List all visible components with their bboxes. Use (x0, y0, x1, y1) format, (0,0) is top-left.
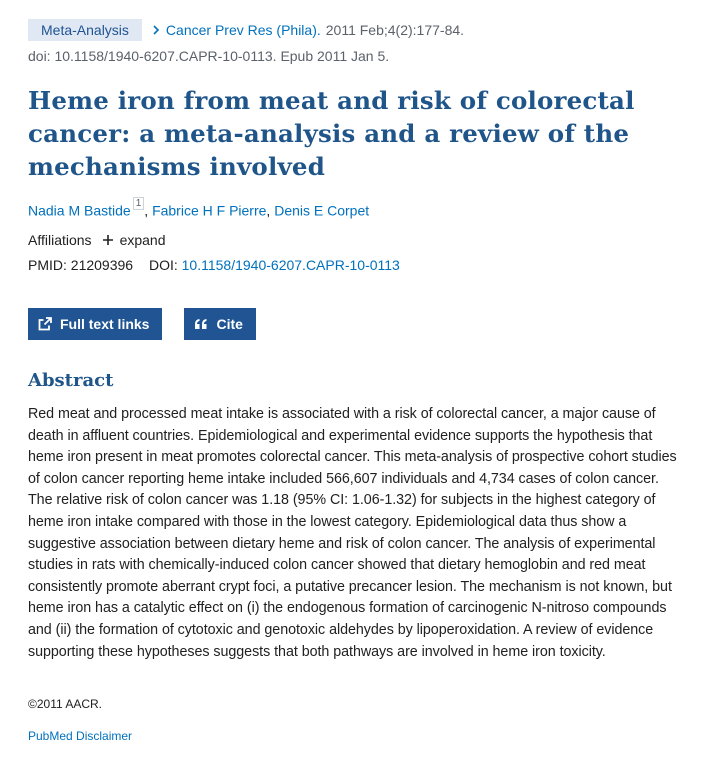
journal-link[interactable]: Cancer Prev Res (Phila). (165, 22, 321, 38)
article-title: Heme iron from meat and risk of colorectal cancer: a meta-analysis and a review of the mechanisms involved (28, 86, 635, 181)
author-link[interactable]: Fabrice H F Pierre (152, 202, 267, 219)
affiliation-marker[interactable]: 1 (133, 197, 145, 210)
full-text-links-label: Full text links (60, 316, 150, 332)
external-link-icon (38, 317, 52, 331)
cite-label: Cite (216, 316, 243, 332)
affiliations-toggle[interactable] (28, 230, 166, 250)
pmid-value: 21209396 (70, 257, 134, 273)
author-link[interactable]: Nadia M Bastide (28, 202, 131, 219)
identifiers (28, 255, 400, 275)
doi-link[interactable]: 10.1158/1940-6207.CAPR-10-0113 (181, 257, 400, 273)
abstract-heading: Abstract (28, 370, 114, 391)
pubmed-disclaimer-link[interactable]: PubMed Disclaimer (28, 729, 133, 743)
citation-header (28, 19, 464, 41)
authors-list: Nadia M Bastide $^1$ , Fabrice H F Pierre, Denis E Corpet (28, 198, 370, 219)
cite-button[interactable] (184, 308, 255, 340)
doi-label: DOI: (148, 257, 178, 273)
affiliations-label: Affiliations (28, 232, 92, 248)
doi-epub-line: doi: 10.1158/1940-6207.CAPR-10-0113. Epub 2011 Jan 5. (28, 48, 390, 64)
expand-label[interactable]: expand (119, 232, 166, 248)
abstract-text: Red meat and processed meat intake is associated with a risk of colorectal cancer, a major cause of death in affluent countries. Epidemiological and experimental evidence supports the hypothesis that heme iron present in meat promotes colorectal cancer. This meta-analysis of prospective cohort studies of colon cancer reporting heme intake included 566,607 individuals and 4,734 cases of colon cancer. The relative risk of colon cancer was 1.18 (95% CI: 1.06-1.32) for subjects in the highest category of heme iron intake compared with those in the lowest category. Epidemiological data thus show a suggestive association between dietary heme and risk of colon cancer. The analysis of experimental studies in rats with chemically-induced colon cancer showed that dietary hemoglobin and red meat consistently promote aberrant crypt foci, a putative precancer lesion. The mechanism is not known, but heme iron has a catalytic effect on (i) the endogenous formation of carcinogenic N-nitroso compounds and (ii) the formation of cytotoxic and genotoxic aldehydes by lipoperoxidation. A review of evidence supporting these hypotheses suggests that both pathways are involved in heme iron toxicity. (28, 406, 677, 660)
pmid-label: PMID: (28, 257, 67, 273)
chevron-right-icon (150, 24, 162, 36)
plus-icon (102, 234, 114, 246)
citation-details: 2011 Feb;4(2):177-84. (325, 22, 465, 38)
quote-icon (194, 318, 208, 330)
copyright-notice: ©2011 AACR. (28, 697, 102, 711)
publication-type-badge: Meta-Analysis (28, 19, 142, 41)
action-buttons (28, 308, 256, 340)
author-link[interactable]: Denis E Corpet (274, 202, 370, 219)
full-text-links-button[interactable] (28, 308, 162, 340)
